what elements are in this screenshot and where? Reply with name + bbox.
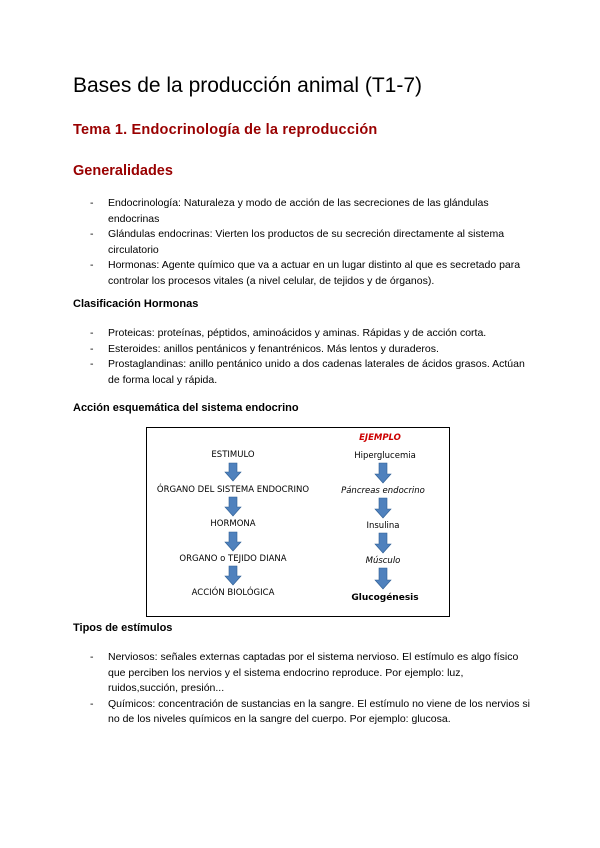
arrow-down-icon xyxy=(225,532,241,551)
endocrine-diagram-svg xyxy=(147,428,449,616)
diagram-right-step: Páncreas endocrino xyxy=(341,486,425,496)
diagram-left-step: ÓRGANO DEL SISTEMA ENDOCRINO xyxy=(156,485,310,495)
list-item: - Prostaglandinas: anillo pentánico unido a dos cadenas laterales de ácidos grasos. Actúan de forma local y rápida. xyxy=(90,357,530,388)
diagram-left-step: ORGANO o TEJIDO DIANA xyxy=(179,554,287,564)
arrow-down-icon xyxy=(225,497,241,516)
list-item: - Nerviosos: señales externas captadas por el sistema nervioso. El estímulo es algo físico que perciben los nervios y el sistema endocrino reproduce. Por ejemplo: luz, ruidos,succión, presión... xyxy=(90,650,530,697)
list-item: - Químicos: concentración de sustancias en la sangre. El estímulo no viene de los nervios si no de los niveles químicos en la sangre del cuerpo. Por ejemplo: glucosa. xyxy=(90,697,530,728)
diagram-left-step: HORMONA xyxy=(210,519,256,529)
estimulos-heading: Tipos de estímulos xyxy=(73,622,173,634)
list-item: - Proteicas: proteínas, péptidos, aminoácidos y aminas. Rápidas y de acción corta. xyxy=(90,326,530,342)
diagram-left-step: ACCIÓN BIOLÓGICA xyxy=(191,588,275,598)
list-item: - Hormonas: Agente químico que va a actuar en un lugar distinto al que es secretado para controlar los procesos vitales (a nivel celular, de tejidos y de órganos). xyxy=(90,258,530,289)
diagram-right-step: Insulina xyxy=(366,521,400,531)
page-title: Bases de la producción animal (T1-7) xyxy=(73,74,423,97)
arrow-down-icon xyxy=(225,463,241,481)
arrow-down-icon xyxy=(375,533,391,553)
arrow-down-icon xyxy=(375,463,391,483)
list-item: - Endocrinología: Naturaleza y modo de acción de las secreciones de las glándulas endocrinas xyxy=(90,196,530,227)
list-item: - Glándulas endocrinas: Vierten los productos de su secreción directamente al sistema circulatorio xyxy=(90,227,530,258)
diagram-right-step: Músculo xyxy=(365,556,401,566)
arrow-down-icon xyxy=(375,498,391,518)
diagram-left-step: ESTIMULO xyxy=(211,450,255,460)
tema-heading: Tema 1. Endocrinología de la reproducción xyxy=(73,122,378,138)
list-item: - Esteroides: anillos pentánicos y fenantrénicos. Más lentos y duraderos. xyxy=(90,342,530,358)
accion-heading: Acción esquemática del sistema endocrino xyxy=(73,402,299,414)
diagram-right-step: Hiperglucemia xyxy=(354,451,416,461)
estimulos-list xyxy=(90,650,530,728)
clasificacion-list xyxy=(90,326,530,388)
diagram-example-label: EJEMPLO xyxy=(359,433,401,443)
arrow-down-icon xyxy=(375,568,391,589)
endocrine-diagram xyxy=(146,427,450,617)
diagram-right-step: Glucogénesis xyxy=(351,593,419,603)
generalidades-heading: Generalidades xyxy=(73,163,173,179)
clasificacion-heading: Clasificación Hormonas xyxy=(73,298,199,310)
arrow-down-icon xyxy=(225,566,241,585)
generalidades-list xyxy=(90,196,530,289)
